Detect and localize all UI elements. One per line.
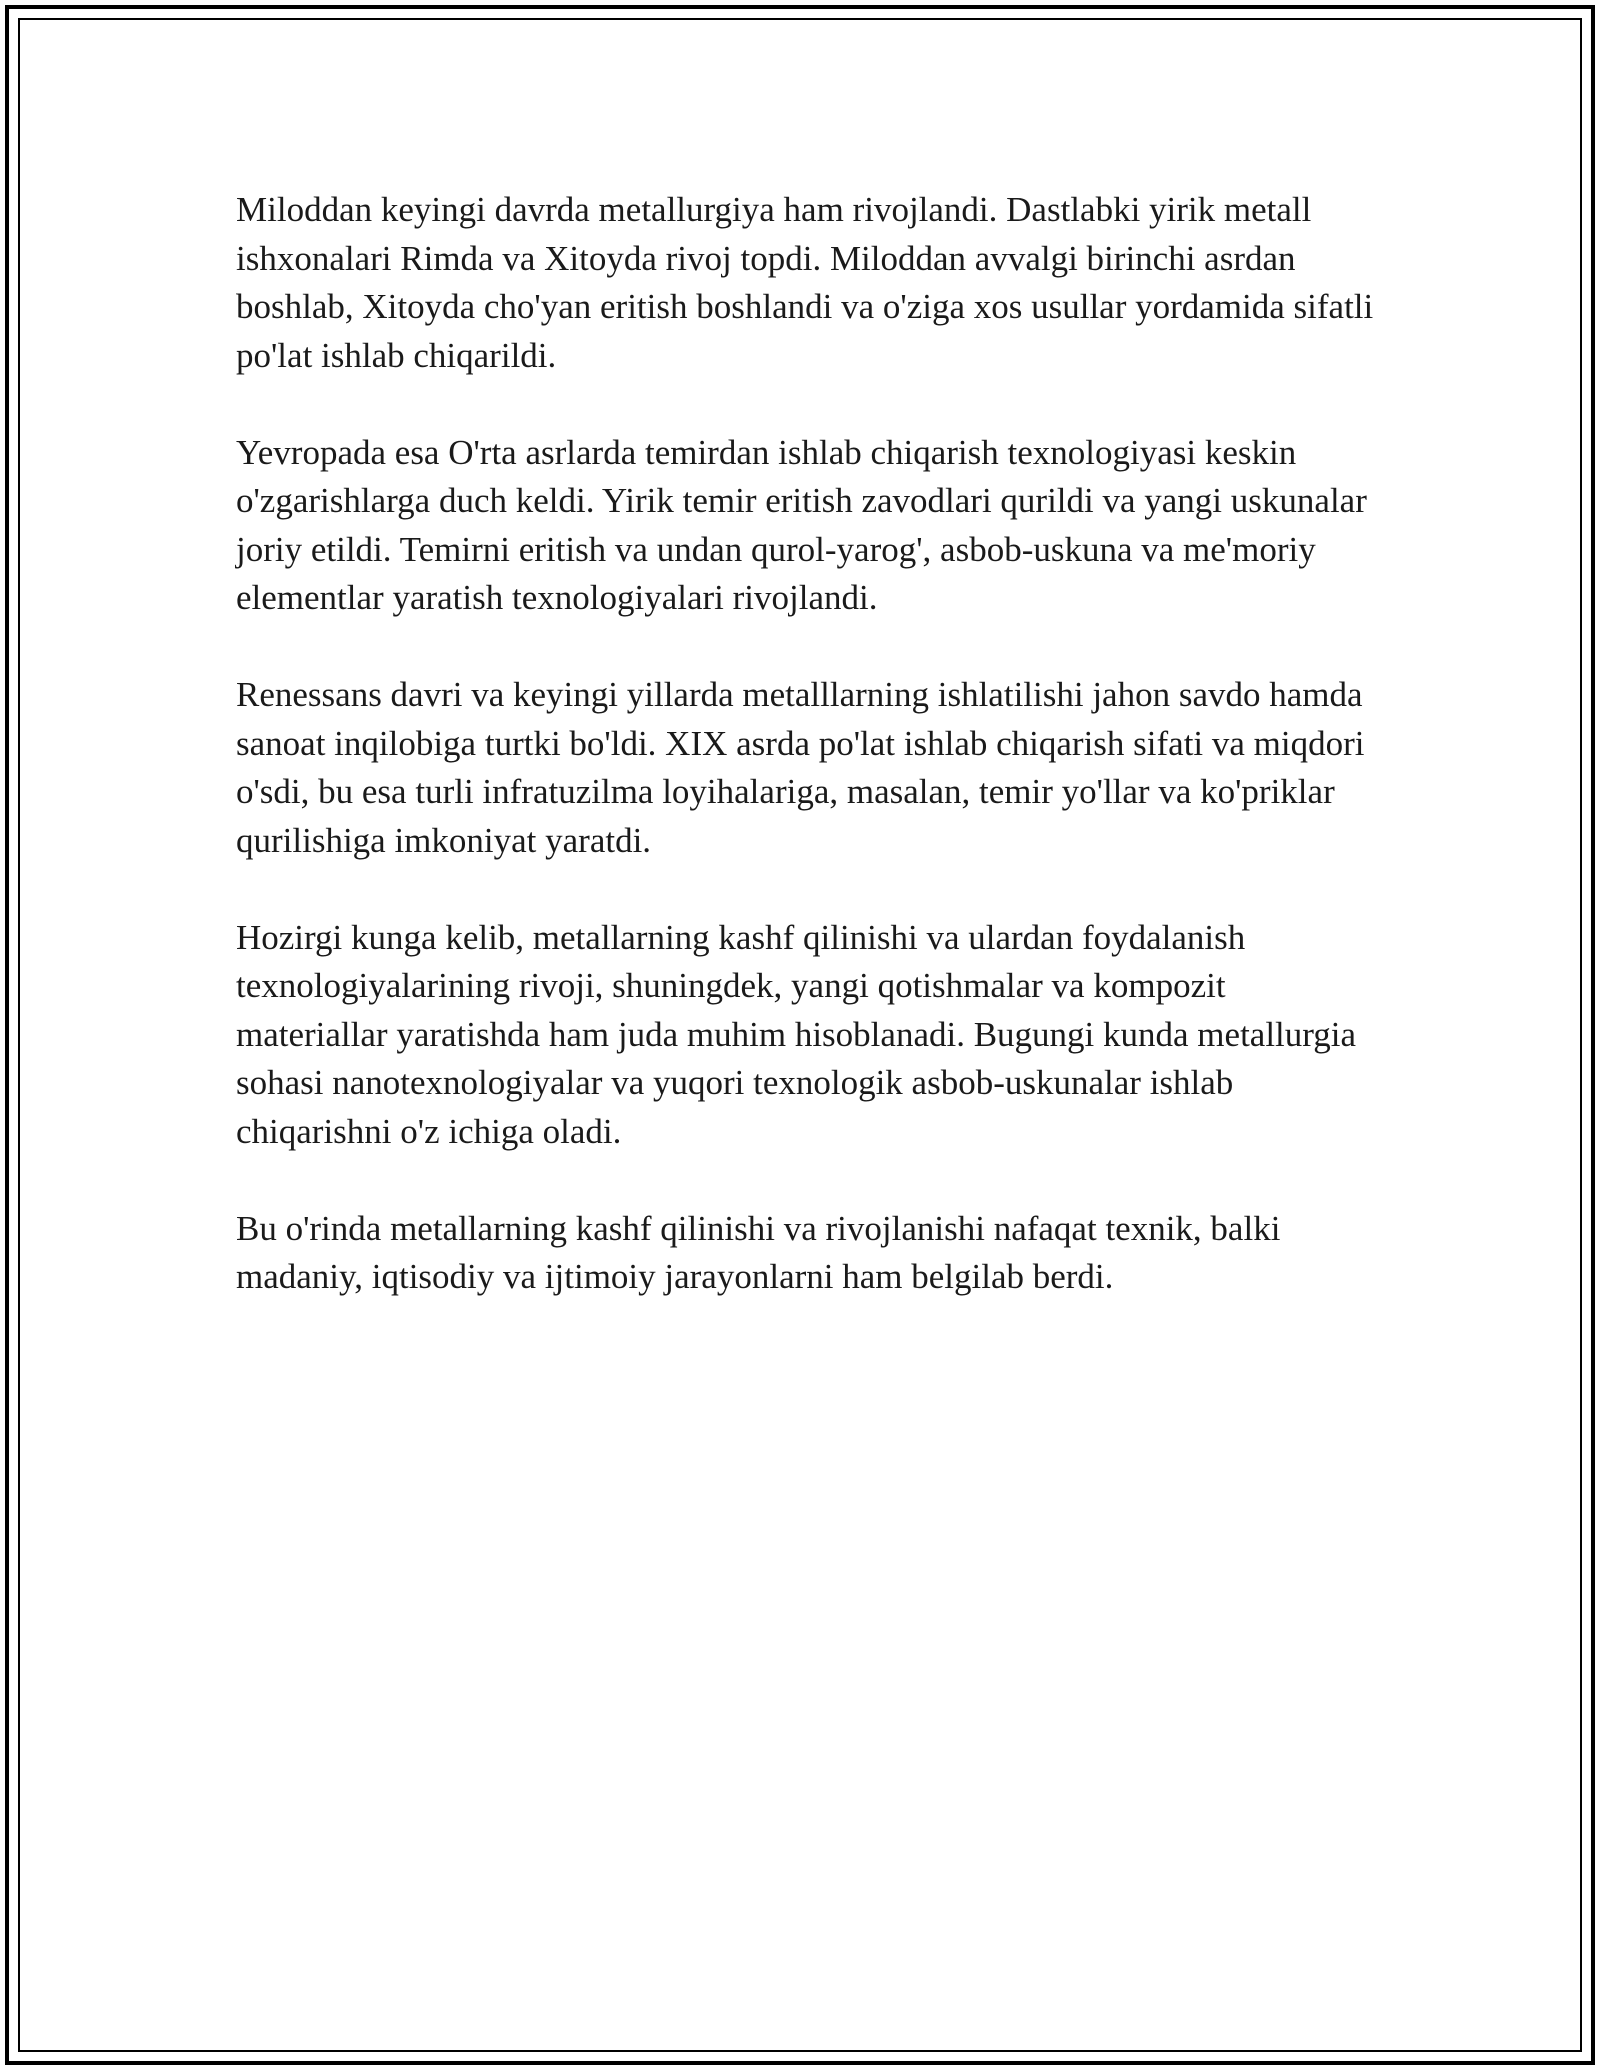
paragraph-2: Yevropada esa O'rta asrlarda temirdan ishlab chiqarish texnologiyasi keskin o'zgarishlarga duch keldi. Yirik temir eritish zavodlari qurildi va yangi uskunalar joriy etildi. Temirni eritish va undan qurol-yarog', asbob-uskuna va me'moriy elementlar yaratish texnologiyalari rivojlandi. [236,432,1367,617]
paragraph-4: Hozirgi kunga kelib, metallarning kashf qilinishi va ulardan foydalanish texnologiyalarining rivoji, shuningdek, yangi qotishmalar va kompozit materiallar yaratishda ham juda muhim hisoblanadi. Bugungi kunda metallurgia sohasi nanotexnologiyalar va yuqori texnologik asbob-uskunalar ishlab chiqarishni o'z ichiga oladi. [236,917,1357,1151]
paragraph-3: Renessans davri va keyingi yillarda metalllarning ishlatilishi jahon savdo hamda sanoat inqilobiga turtki bo'ldi. XIX asrda po'lat ishlab chiqarish sifati va miqdori o'sdi, bu esa turli infratuzilma loyihalariga, masalan, temir yo'llar va ko'priklar qurilishiga imkoniyat yaratdi. [236,675,1365,860]
document-body [236,186,1376,1350]
paragraph-5: Bu o'rinda metallarning kashf qilinishi va rivojlanishi nafaqat texnik, balki madaniy, iqtisodiy va ijtimoiy jarayonlarni ham belgilab berdi. [236,1208,1281,1296]
paragraph-1: Miloddan keyingi davrda metallurgiya ham rivojlandi. Dastlabki yirik metall ishxonalari Rimda va Xitoyda rivoj topdi. Miloddan avvalgi birinchi asrdan boshlab, Xitoyda cho'yan eritish boshlandi va o'ziga xos usullar yordamida sifatli po'lat ishlab chiqarildi. [236,190,1374,375]
